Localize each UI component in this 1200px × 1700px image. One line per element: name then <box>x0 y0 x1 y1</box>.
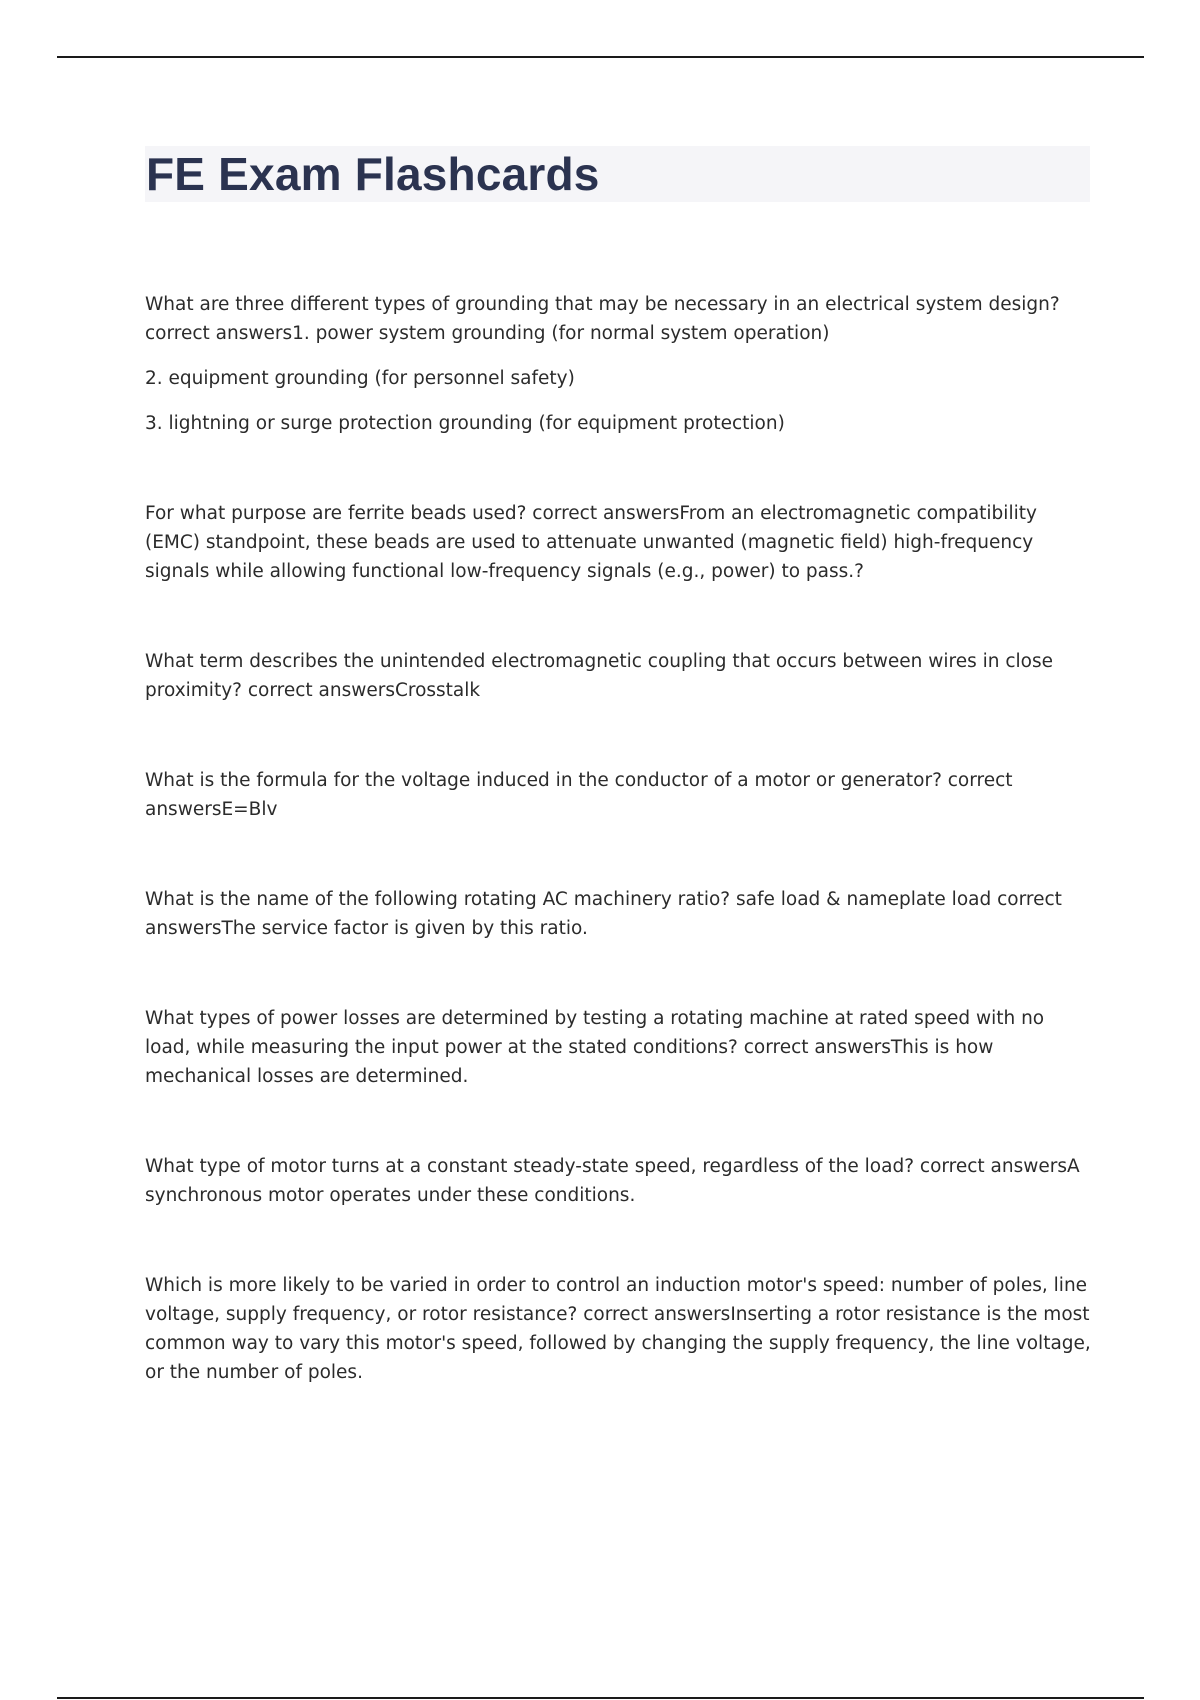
flashcard-text: 3. lightning or surge protection grounding (for equipment protection) <box>145 413 785 434</box>
flashcard-text: What is the name of the following rotating AC machinery ratio? safe load & nameplate load correct answersThe service factor is given by this ratio. <box>145 889 1062 939</box>
flashcard-list <box>145 290 1095 1448</box>
flashcard-text: What term describes the unintended electromagnetic coupling that occurs between wires in close proximity? correct answersCrosstalk <box>145 651 1053 701</box>
page-title: FE Exam Flashcards <box>146 148 600 200</box>
page-bottom-rule <box>57 1697 1144 1699</box>
flashcard <box>145 290 1095 438</box>
flashcard <box>145 766 1095 824</box>
page-top-rule <box>57 56 1144 58</box>
flashcard-text: Which is more likely to be varied in order to control an induction motor's speed: number of poles, line voltage, supply frequency, or rotor resistance? correct answersInserting a rotor resistance is the most common way to vary this motor's speed, followed by changing the supply frequency, the line voltage, or the number of poles. <box>145 1275 1091 1383</box>
flashcard-text: For what purpose are ferrite beads used? correct answersFrom an electromagnetic compatibility (EMC) standpoint, these beads are used to attenuate unwanted (magnetic field) high-frequency signals while allowing functional low-frequency signals (e.g., power) to pass.? <box>145 503 1037 582</box>
flashcard-text: 2. equipment grounding (for personnel safety) <box>145 368 575 389</box>
flashcard-text: What are three different types of grounding that may be necessary in an electrical system design? correct answers1. power system grounding (for normal system operation) <box>145 294 1060 344</box>
flashcard-text: What is the formula for the voltage induced in the conductor of a motor or generator? correct answersE=Blv <box>145 770 1013 820</box>
flashcard <box>145 885 1095 943</box>
flashcard-text: What types of power losses are determined by testing a rotating machine at rated speed with no load, while measuring the input power at the stated conditions? correct answersThis is how mechanical losses are determined. <box>145 1008 1045 1087</box>
flashcard <box>145 647 1095 705</box>
flashcard <box>145 499 1095 586</box>
flashcard <box>145 1152 1095 1210</box>
flashcard-text: What type of motor turns at a constant steady-state speed, regardless of the load? correct answersA synchronous motor operates under these conditions. <box>145 1156 1080 1206</box>
flashcard <box>145 1004 1095 1091</box>
flashcard <box>145 1271 1095 1387</box>
